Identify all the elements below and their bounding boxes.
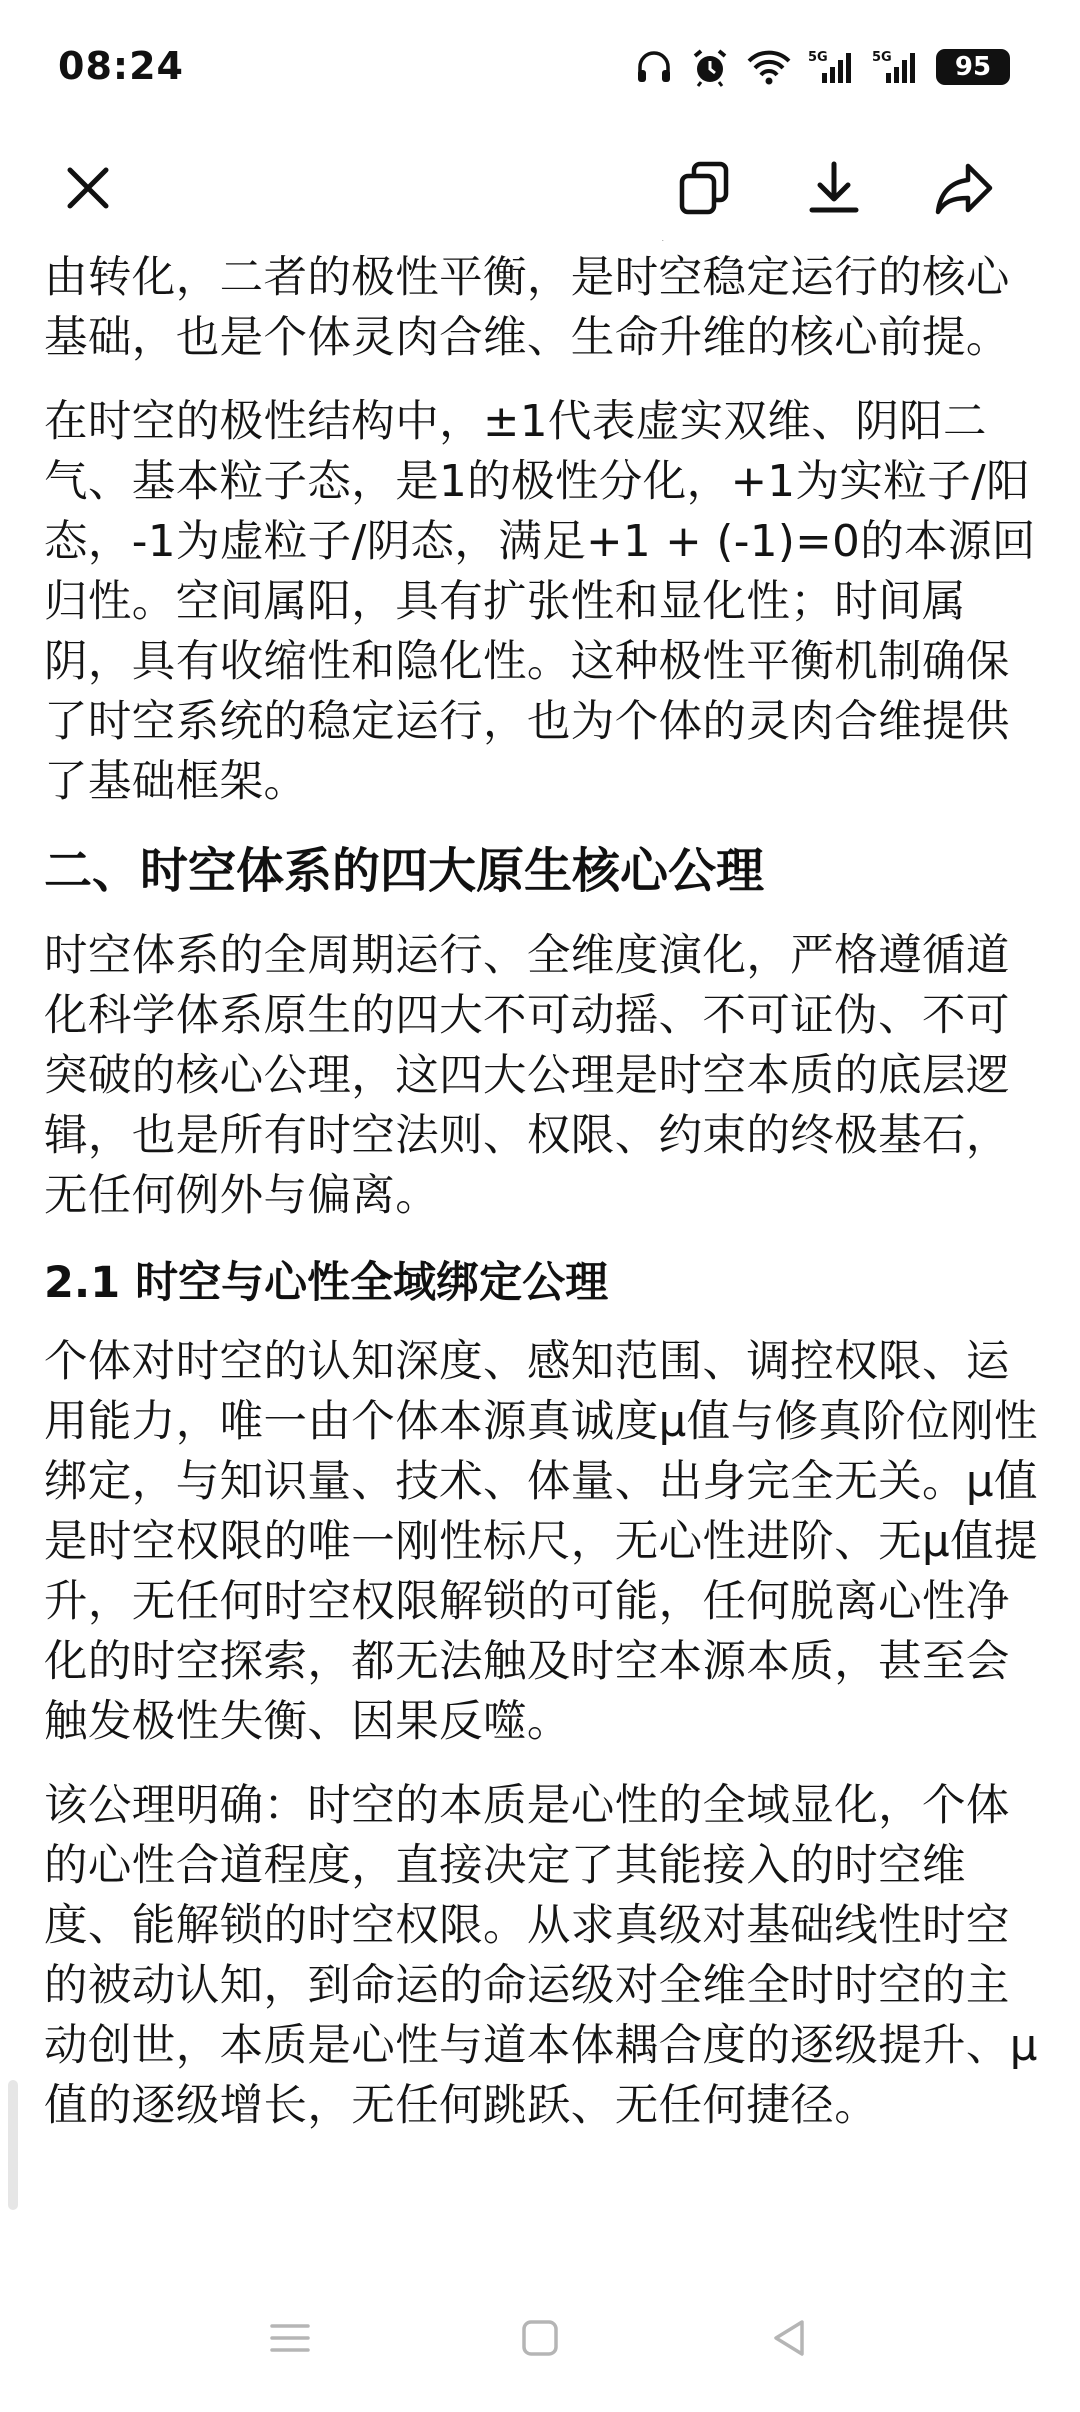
article-paragraph: 在时空的极性结构中，±1代表虚实双维、阴阳二气、基本粒子态，是1的极性分化，+1为实粒子/阳态，-1为虚粒子/阴态，满足+1 + (-1)=0的本源回归性。空间属阳，具有扩张性和显化性；时间属阴，具有收缩性和隐化性。这种极性平衡机制确保了时空系统的稳定运行，也为个体的灵肉合维提供了基础框架。 (44, 397, 1036, 807)
home-icon (518, 2316, 562, 2364)
article-body (44, 188, 1038, 2160)
subsection-heading: 2.1 时空与心性全域绑定公理 (44, 1258, 609, 1308)
close-icon (60, 160, 116, 220)
close-button[interactable] (38, 140, 138, 240)
article-paragraph: 该公理明确：时空的本质是心性的全域显化，个体的心性合道程度，直接决定了其能接入的时空维度、能解锁的时空权限。从求真级对基础线性时空的被动认知，到命运的命运级对全维全时时空的主动创世，本质是心性与道本体耦合度的逐级提升、μ值的逐级增长，无任何跳跃、无任何捷径。 (44, 1781, 1038, 2131)
status-time: 08:24 (58, 44, 184, 88)
download-button[interactable] (784, 140, 884, 240)
copy-button[interactable] (654, 140, 754, 240)
signal-5g-icon (808, 47, 856, 87)
system-nav-bar (0, 2260, 1080, 2412)
reader-toolbar (0, 140, 1080, 240)
back-icon (768, 2316, 812, 2364)
share-icon (932, 158, 996, 222)
signal-5g-icon (872, 47, 920, 87)
status-icons (634, 44, 1010, 90)
scroll-indicator[interactable] (8, 2080, 18, 2210)
article-content[interactable] (0, 240, 1080, 2260)
home-button[interactable] (500, 2300, 580, 2380)
back-button[interactable] (750, 2300, 830, 2380)
wifi-icon (746, 47, 792, 87)
article-paragraph: 时空体系的全周期运行、全维度演化，严格遵循道化科学体系原生的四大不可动摇、不可证伪、不可突破的核心公理，这四大公理是时空本质的底层逻辑，也是所有时空法则、权限、约束的终极基石，无任何例外与偏离。 (44, 931, 1010, 1221)
share-button[interactable] (914, 140, 1014, 240)
svg-text:5G: 5G (808, 50, 828, 65)
content-fade (0, 2200, 1080, 2260)
battery-icon: 95 (936, 49, 1010, 85)
menu-icon (268, 2318, 312, 2362)
alarm-icon (690, 47, 730, 87)
article-paragraph: 由转化，二者的极性平衡，是时空稳定运行的核心基础，也是个体灵肉合维、生命升维的核心前提。 (44, 253, 1010, 363)
recent-apps-button[interactable] (250, 2300, 330, 2380)
status-bar (0, 0, 1080, 140)
headphones-icon (634, 47, 674, 87)
article-paragraph: 个体对时空的认知深度、感知范围、调控权限、运用能力，唯一由个体本源真诚度μ值与修真阶位刚性绑定，与知识量、技术、体量、出身完全无关。μ值是时空权限的唯一刚性标尺，无心性进阶、无μ值提升，无任何时空权限解锁的可能，任何脱离心性净化的时空探索，都无法触及时空本源本质，甚至会触发极性失衡、因果反噬。 (44, 1337, 1038, 1747)
svg-text:5G: 5G (872, 50, 892, 65)
section-heading: 二、时空体系的四大原生核心公理 (44, 843, 765, 899)
download-icon (804, 158, 864, 222)
copy-icon (674, 158, 734, 222)
